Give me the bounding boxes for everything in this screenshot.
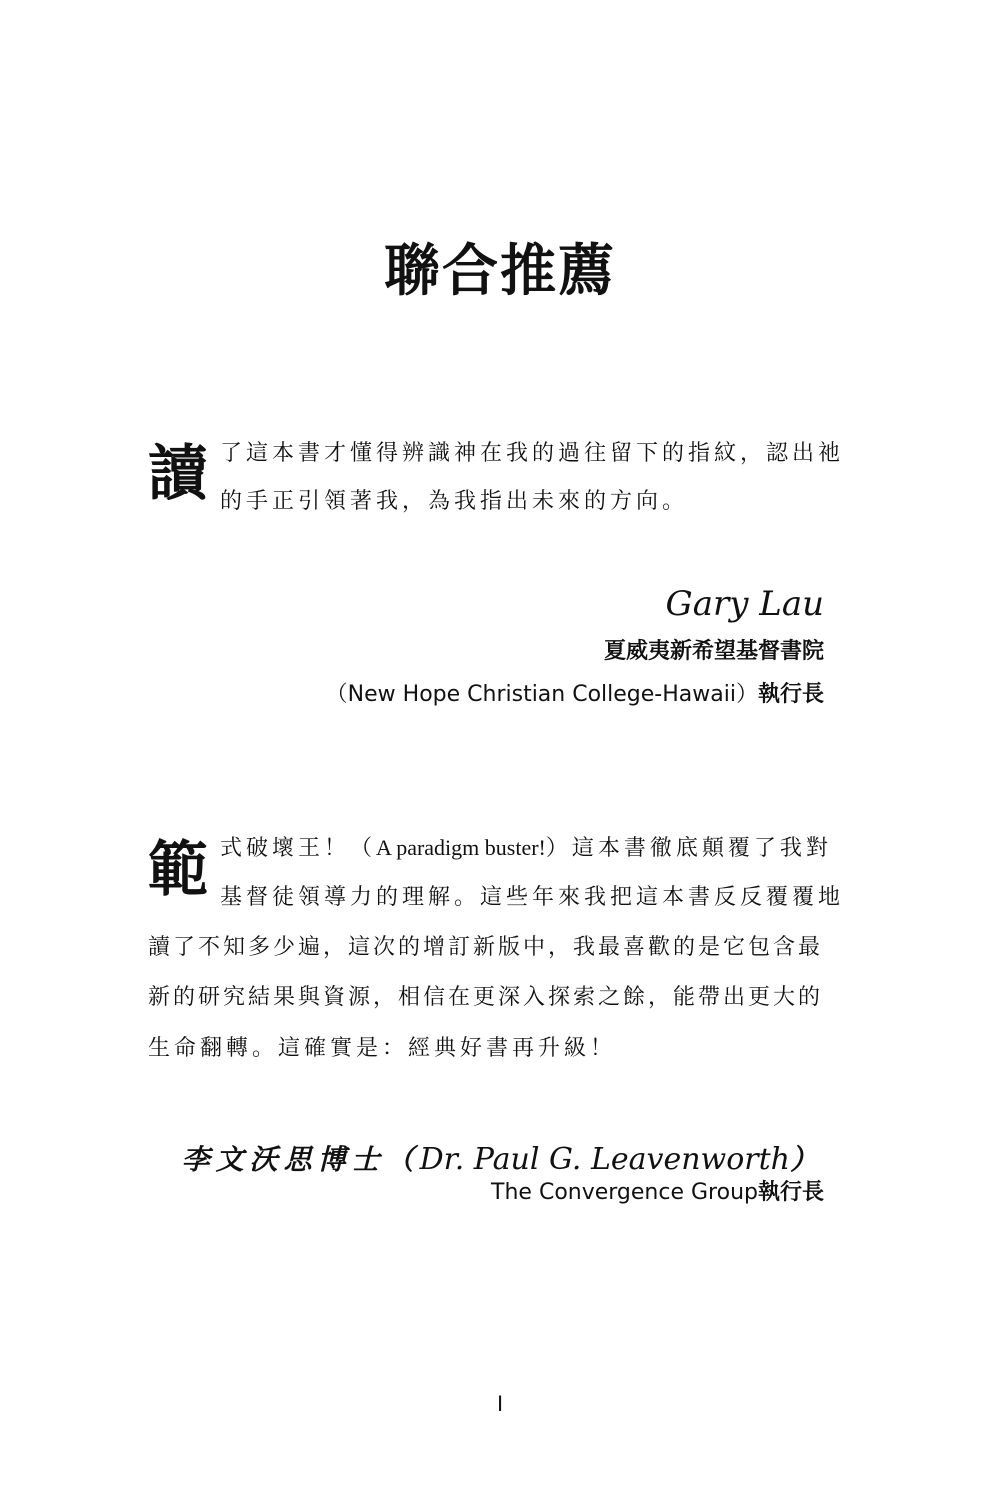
signature-name-chinese: 李文沃思博士: [181, 1143, 386, 1176]
body-line-text: 式破壞王！（: [220, 836, 377, 861]
body-line: 讀了不知多少遍，這次的增訂新版中，我最喜歡的是它包含最: [148, 935, 824, 960]
affiliation-english: （New Hope Christian College-Hawaii）: [325, 682, 758, 707]
affiliation-role: 執行長: [757, 1180, 824, 1205]
dropcap: 範: [148, 835, 208, 905]
endorsement-1-body: [148, 436, 845, 516]
signature-paren-open: （: [385, 1143, 420, 1176]
signature-name: Gary Lau: [665, 584, 824, 624]
signature-affiliation: 夏威夷新希望基督書院: [603, 639, 824, 664]
signature-name-english: Dr. Paul G. Leavenworth: [419, 1142, 790, 1177]
affiliation-english: The Convergence Group: [491, 1180, 758, 1205]
signature-name: [182, 1138, 824, 1180]
body-line-english: A paradigm buster!: [376, 835, 546, 860]
body-line: 生命翻轉。這確實是：經典好書再升級！: [148, 1036, 617, 1061]
affiliation-role: 執行長: [757, 682, 824, 707]
signature-affiliation: [491, 1178, 824, 1208]
body-line: 基督徒領導力的理解。這些年來我把這本書反反覆覆地: [220, 885, 845, 910]
endorsement-2-body: [148, 830, 845, 1070]
body-line: 的手正引領著我，為我指出未來的方向。: [220, 489, 689, 514]
body-line: 了這本書才懂得辨識神在我的過往留下的指紋，認出祂: [220, 441, 845, 466]
dropcap: 讀: [148, 439, 208, 509]
page-number: I: [496, 1391, 504, 1416]
signature-affiliation-line-2: [326, 680, 824, 710]
body-line-text: ）這本書徹底顛覆了我對: [545, 836, 832, 861]
body-line: [220, 833, 832, 864]
page-title: 聯合推薦: [384, 239, 616, 304]
signature-paren-close: ）: [789, 1143, 824, 1176]
body-line: 新的研究結果與資源，相信在更深入探索之餘，能帶出更大的: [148, 985, 824, 1010]
